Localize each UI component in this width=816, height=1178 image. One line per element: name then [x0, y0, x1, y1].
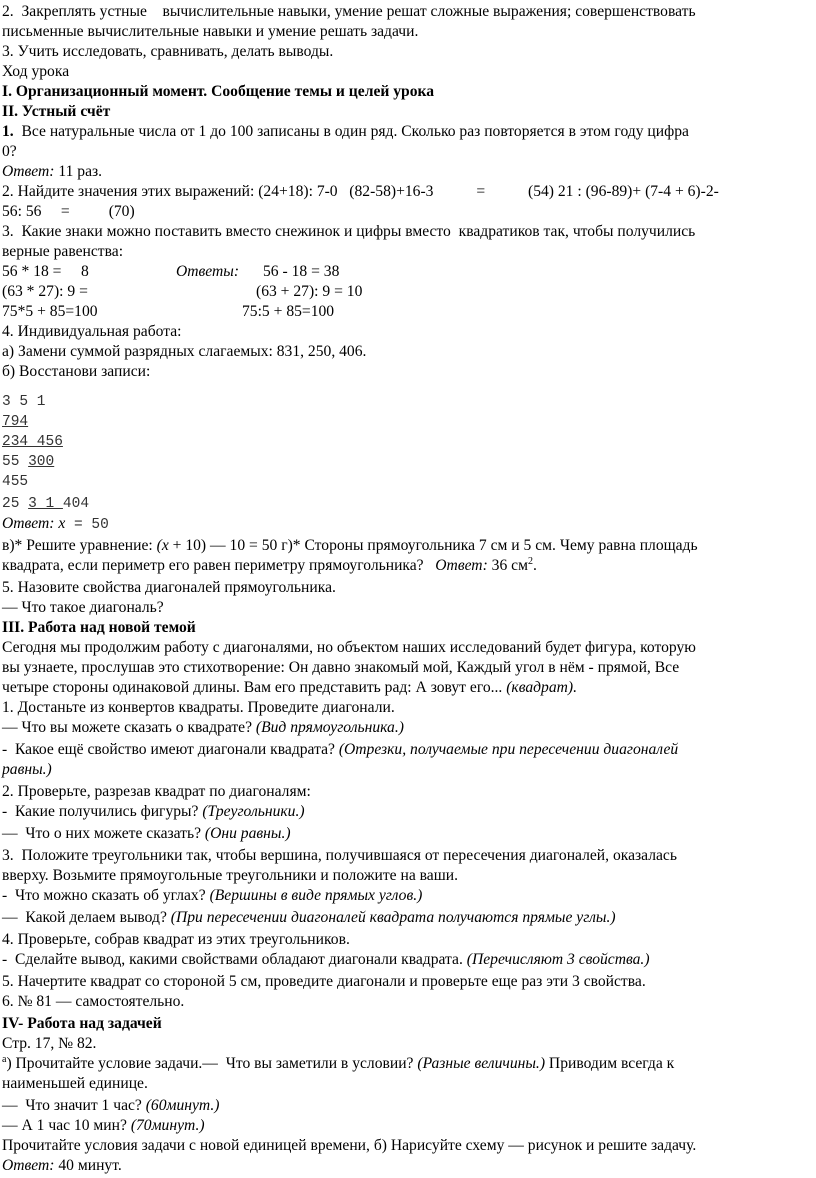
- poem-line2: вы узнаете, прослушав это стихотворение: Он давно знакомый мой, Каждый угол в нём - прямой, Все: [2, 659, 680, 676]
- record-row-4-b: 300: [28, 454, 55, 470]
- task-1-line1: [2, 122, 689, 142]
- task-1-answer: [2, 162, 102, 182]
- lesson-heading: Ход урока: [2, 63, 70, 80]
- record-answer-label: Ответ: x: [2, 515, 66, 532]
- answer-label: Ответ:: [2, 163, 55, 180]
- task-4v-text-a: в)* Решите уравнение:: [2, 537, 157, 554]
- step-4-q: [2, 950, 650, 970]
- task-5: 5. Назовите свойства диагоналей прямоугольника.: [2, 579, 336, 596]
- step-1-q1-answer: (Вид прямоугольника.): [255, 719, 404, 736]
- step-6: 6. № 81 — самостоятельно.: [2, 993, 185, 1010]
- final-answer-label: Ответ:: [2, 1157, 55, 1174]
- goal-2-line2: письменные вычислительные навыки и умение решать задачи.: [2, 23, 419, 40]
- step-1-q1: [2, 718, 404, 738]
- record-row-4-a: 55: [2, 454, 29, 470]
- step-1-q2-text: - Какое ещё свойство имеют диагонали квадрата?: [2, 741, 339, 758]
- problem-instructions: Прочитайте условия задачи с новой единицей времени, б) Нарисуйте схему — рисунок и решите задачу.: [2, 1137, 697, 1154]
- step-2-q2-text: — Что о них можете сказать?: [2, 825, 205, 842]
- section-3-heading: III. Работа над новой темой: [2, 619, 196, 636]
- section-1-heading: I. Организационный момент. Сообщение темы и целей урока: [2, 83, 435, 100]
- task-4v-text-c: квадрата, если периметр его равен периметру прямоугольника?: [2, 557, 436, 574]
- task-2-line2: 56: 56 = (70): [2, 203, 135, 220]
- record-row-1: 3 5 1: [2, 394, 46, 410]
- poem-text: четыре стороны одинаковой длины. Вам его представить рад: А зовут его...: [2, 679, 503, 696]
- equation-3: 75*5 + 85=100: [2, 303, 98, 320]
- equation-2: (63 * 27): 9 =: [2, 283, 88, 300]
- answers-label: Ответы:: [176, 263, 240, 280]
- record-row-2: 794: [2, 414, 29, 430]
- task-1-line2: 0?: [2, 143, 17, 160]
- record-row-3: 234 456: [2, 434, 63, 450]
- step-2-q1-answer: (Треугольники.): [202, 803, 305, 820]
- problem-q1: [2, 1096, 219, 1116]
- equation-1: 56 * 18 = 8: [2, 263, 89, 280]
- task-3-line2: верные равенства:: [2, 243, 124, 260]
- final-answer-value: 40 минут.: [54, 1157, 122, 1174]
- task-5-question: — Что такое диагональ?: [2, 599, 164, 616]
- problem-text-a: ) Прочитайте условие задачи.— Что вы заметили в условии?: [6, 1055, 418, 1072]
- step-1-q2-answer: (Отрезки, получаемые при пересечении диагоналей: [338, 741, 679, 758]
- step-1: 1. Достаньте из конвертов квадраты. Проведите диагонали.: [2, 699, 395, 716]
- task-2-line1: 2. Найдите значения этих выражений: (24+18): 7-0 (82-58)+16-3 = (54) 21 : (96-89)+ (7-4 + 6)-2-: [2, 183, 719, 200]
- problem-line1: [2, 1054, 674, 1074]
- problem-q1-text: — Что значит 1 час?: [2, 1097, 146, 1114]
- record-row-6: [2, 494, 89, 514]
- problem-q2-text: — А 1 час 10 мин?: [2, 1117, 131, 1134]
- step-3-q1-answer: (Вершины в виде прямых углов.): [209, 887, 423, 904]
- problem-answer: (Разные величины.): [417, 1055, 546, 1072]
- step-2-q1: [2, 802, 305, 822]
- superscript-2: 2: [527, 555, 533, 567]
- superscript-a: а: [2, 1053, 7, 1065]
- task-1-text: Все натуральные числа от 1 до 100 записаны в один ряд. Сколько раз повторяется в этом году цифра: [13, 123, 689, 140]
- poem-answer: (квадрат).: [502, 679, 578, 696]
- goal-3: 3. Учить исследовать, сравнивать, делать выводы.: [2, 43, 334, 60]
- step-3-line2: вверху. Возьмите прямоугольные треугольники и положите на ваши.: [2, 867, 458, 884]
- answer-equation-2: (63 + 27): 9 = 10: [256, 283, 363, 300]
- record-answer-value: = 50: [65, 517, 109, 533]
- task-4v-text-b: + 10) — 10 = 50 г)* Стороны прямоугольника 7 см и 5 см. Чему равна площадь: [168, 537, 698, 554]
- step-1-q1-text: — Что вы можете сказать о квадрате?: [2, 719, 256, 736]
- step-4-q-answer: (Перечисляют 3 свойства.): [466, 951, 650, 968]
- step-5: 5. Начертите квадрат со стороной 5 см, проведите диагонали и проверьте еще раз эти 3 свойства.: [2, 973, 646, 990]
- poem-line1: Сегодня мы продолжим работу с диагоналями, но объектом наших исследований будет фигура, которую: [2, 639, 696, 656]
- task-4b: б) Восстанови записи:: [2, 363, 151, 380]
- answer-value: 11 раз.: [54, 163, 103, 180]
- task-4v-period: .: [532, 557, 537, 574]
- problem-text-b: Приводим всегда к: [545, 1055, 675, 1072]
- poem-line3: [2, 678, 577, 698]
- problem-answer-line: [2, 1156, 122, 1176]
- task-4v-line1: [2, 536, 698, 556]
- problem-line2: наименьшей единице.: [2, 1075, 148, 1092]
- step-1-q2-answer-cont: равны.): [2, 761, 52, 778]
- step-2-q1-text: - Какие получились фигуры?: [2, 803, 203, 820]
- problem-q2: [2, 1116, 205, 1136]
- goal-2-line1: 2. Закреплять устные вычислительные навыки, умение решат сложные выражения; совершенствовать: [2, 3, 696, 20]
- record-row-6-c: 404: [62, 496, 90, 512]
- answer-equation-3: 75:5 + 85=100: [242, 303, 335, 320]
- record-row-5: 455: [2, 474, 29, 490]
- answer-equation-1: 56 - 18 = 38: [263, 263, 340, 280]
- problem-q2-answer: (70минут.): [130, 1117, 205, 1134]
- task-4v-answer-value: 36 см: [487, 557, 528, 574]
- section-2-heading: II. Устный счёт: [2, 103, 111, 120]
- record-row-4: [2, 452, 54, 472]
- step-3-q2: [2, 908, 616, 928]
- page-reference: Стр. 17, № 82.: [2, 1035, 97, 1052]
- step-2-q2: [2, 824, 291, 844]
- task-4v-answer-label: Ответ:: [435, 557, 488, 574]
- step-4: 4. Проверьте, собрав квадрат из этих треугольников.: [2, 931, 350, 948]
- step-2-q2-answer: (Они равны.): [204, 825, 291, 842]
- step-3-q2-answer: (При пересечении диагоналей квадрата получаются прямые углы.): [170, 909, 616, 926]
- task-3-line1: 3. Какие знаки можно поставить вместо снежинок и цифры вместо квадратиков так, чтобы получились: [2, 223, 696, 240]
- step-2: 2. Проверьте, разрезав квадрат по диагоналям:: [2, 783, 311, 800]
- record-row-6-a: 25: [2, 496, 29, 512]
- task-4v-variable: (x: [156, 537, 169, 554]
- section-4-heading: IV- Работа над задачей: [2, 1015, 162, 1032]
- step-3-q1: [2, 886, 422, 906]
- task-4-heading: 4. Индивидуальная работа:: [2, 323, 182, 340]
- task-1-number: 1.: [2, 123, 14, 140]
- step-1-q2: [2, 740, 678, 760]
- step-3-q1-text: - Что можно сказать об углах?: [2, 887, 210, 904]
- step-3-line1: 3. Положите треугольники так, чтобы вершина, получившаяся от пересечения диагоналей, оказалась: [2, 847, 677, 864]
- record-answer: [2, 514, 109, 535]
- step-4-q-text: - Сделайте вывод, какими свойствами обладают диагонали квадрата.: [2, 951, 467, 968]
- task-4v-line2: [2, 556, 537, 576]
- task-4a: а) Замени суммой разрядных слагаемых: 831, 250, 406.: [2, 343, 367, 360]
- step-3-q2-text: — Какой делаем вывод?: [2, 909, 171, 926]
- problem-q1-answer: (60минут.): [145, 1097, 220, 1114]
- record-row-6-b: 3 1: [28, 496, 63, 512]
